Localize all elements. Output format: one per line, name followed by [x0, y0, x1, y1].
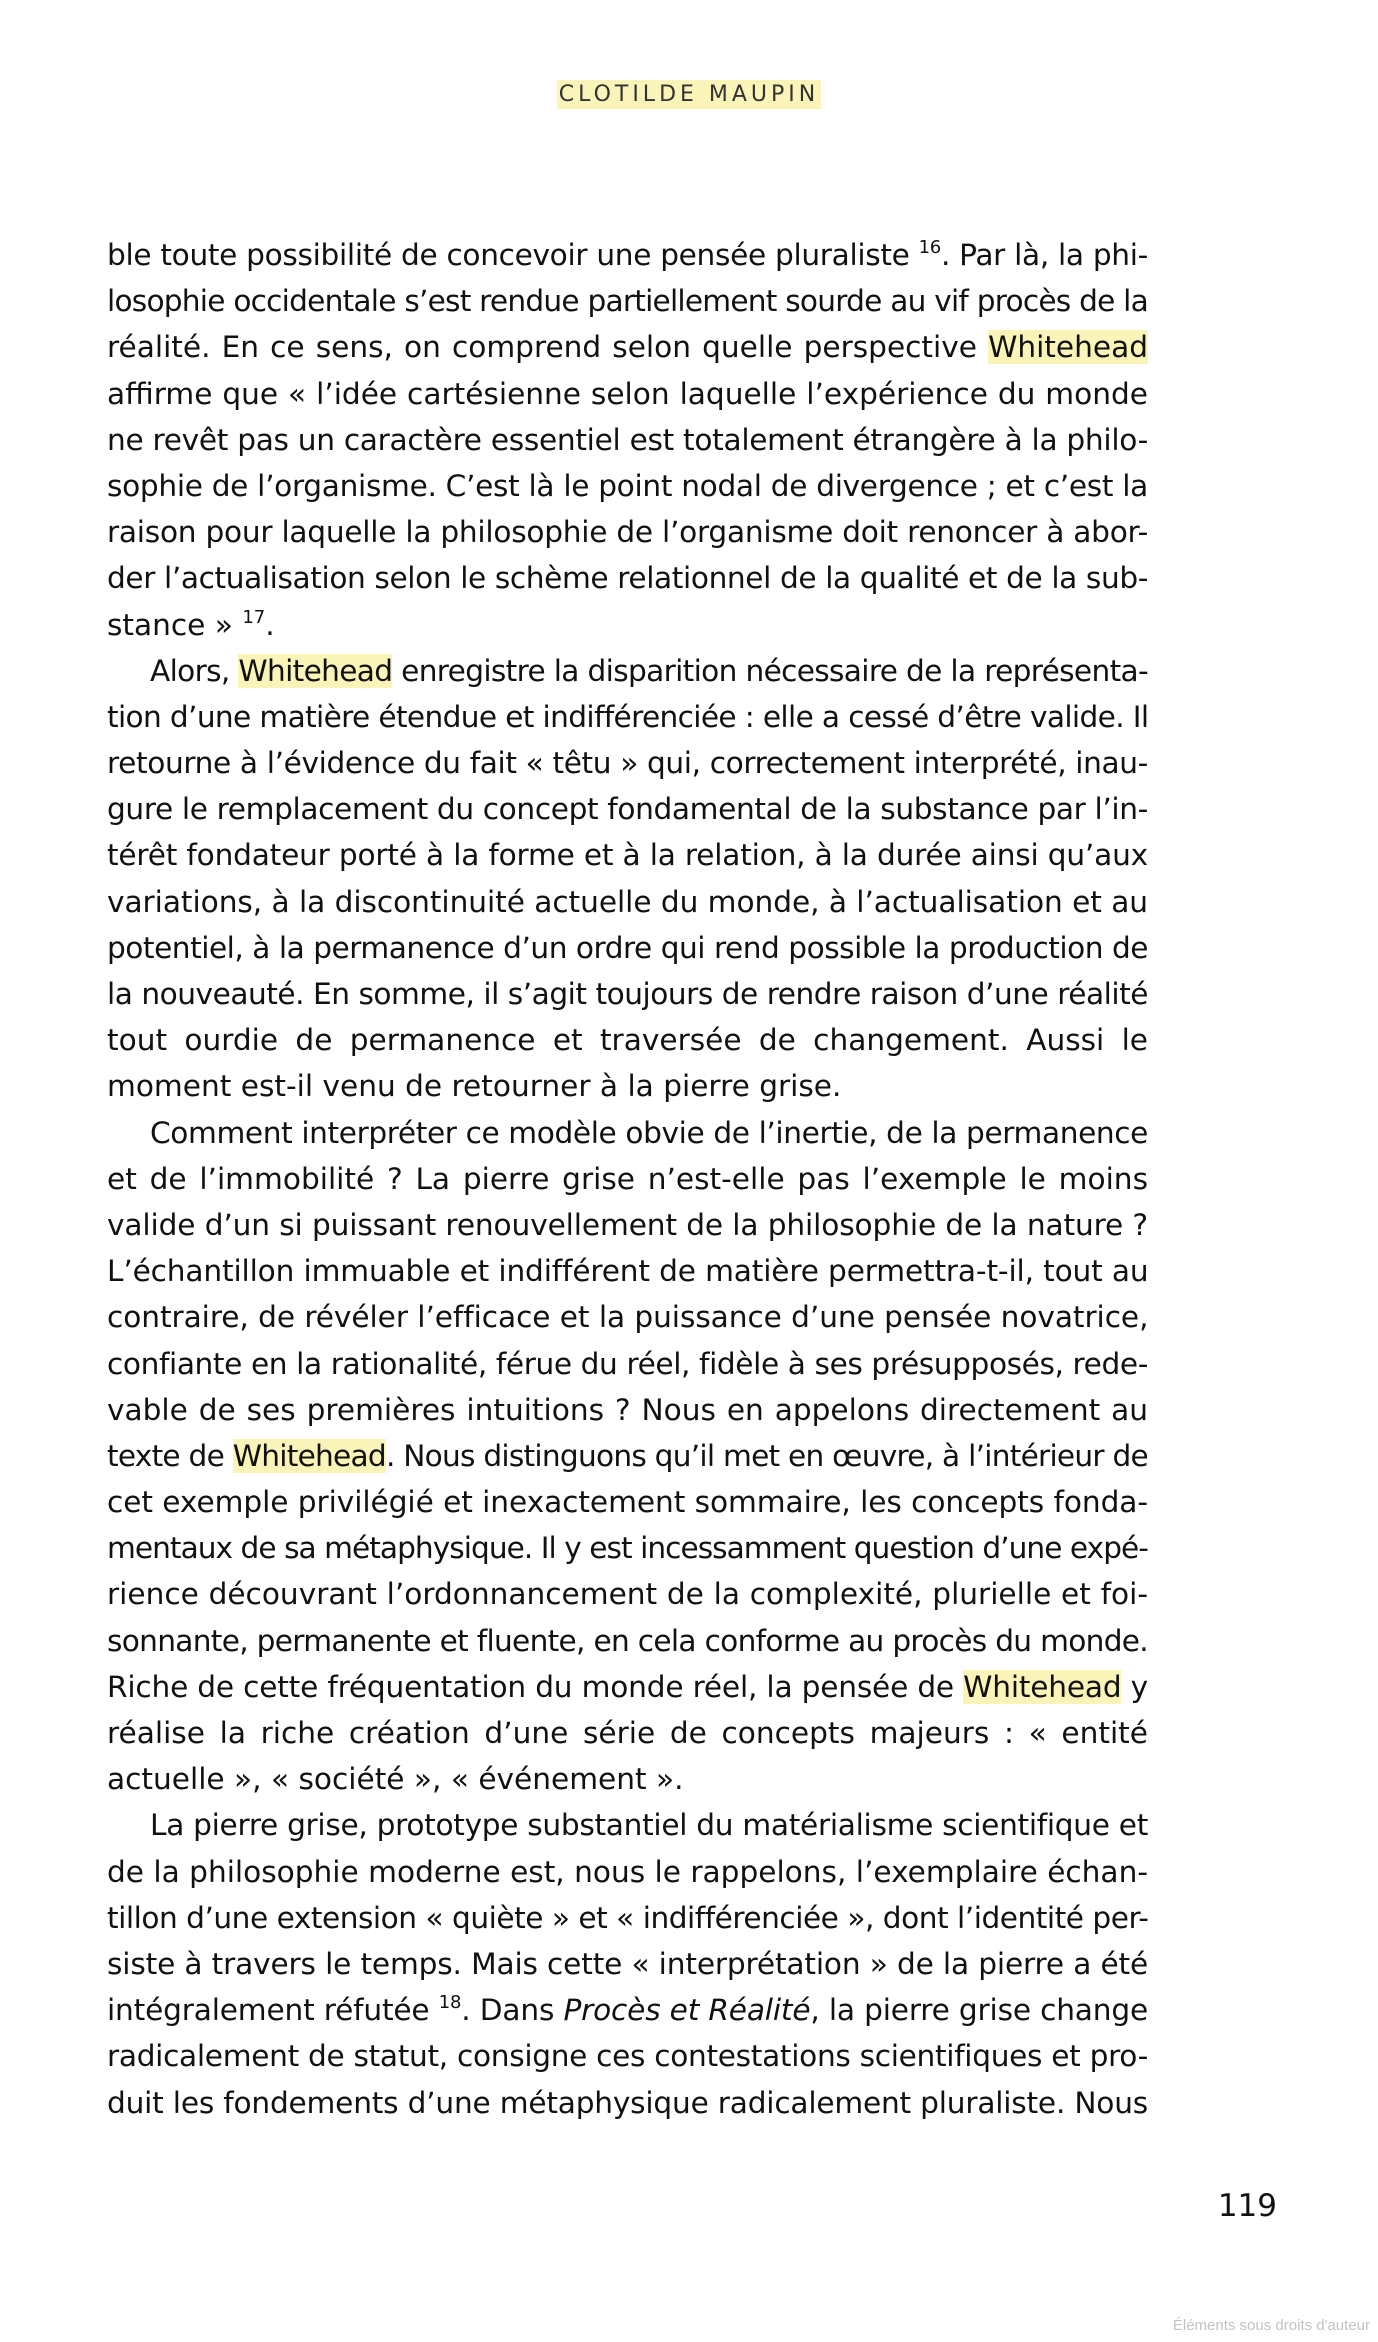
- text-line: réalité. En ce sens, on comprend selon quelle perspective Whitehead: [107, 330, 1148, 365]
- text-line: retourne à l’évidence du fait « têtu » qui, correctement interprété, inau-: [107, 746, 1148, 781]
- text-line: contraire, de révéler l’efficace et la puissance d’une pensée novatrice,: [107, 1300, 1149, 1335]
- paragraph: [107, 232, 1148, 648]
- text-line: tout ourdie de permanence et traversée de changement. Aussi le: [107, 1023, 1148, 1058]
- text-line: valide d’un si puissant renouvellement de la philosophie de la nature ?: [107, 1207, 1148, 1242]
- copyright-watermark: Éléments sous droits d'auteur: [1172, 2317, 1370, 2334]
- footnote-ref[interactable]: 16: [918, 237, 941, 258]
- footnote-ref[interactable]: 17: [242, 606, 266, 628]
- text-line: moment est-il venu de retourner à la pierre grise.: [107, 1069, 842, 1104]
- text-line: et de l’immobilité ? La pierre grise n’est-elle pas l’exemple le moins: [107, 1161, 1148, 1196]
- text-line: Comment interpréter ce modèle obvie de l’inertie, de la permanence: [150, 1115, 1148, 1150]
- text-line: raison pour laquelle la philosophie de l’organisme doit renoncer à abor-: [107, 515, 1149, 550]
- text-line: variations, à la discontinuité actuelle du monde, à l’actualisation et au: [107, 884, 1148, 919]
- footnote-ref[interactable]: 18: [438, 1992, 462, 2014]
- text-line: Riche de cette fréquentation du monde réel, la pensée de Whitehead y: [107, 1669, 1148, 1704]
- book-title: Procès et Réalité: [563, 1993, 811, 2028]
- paragraph: [107, 1110, 1148, 1803]
- highlighted-term: Whitehead: [963, 1669, 1122, 1704]
- text-line: Alors, Whitehead enregistre la disparition nécessaire de la représenta-: [150, 653, 1149, 688]
- text-line: ne revêt pas un caractère essentiel est totalement étrangère à la philo-: [107, 422, 1148, 457]
- text-line: confiante en la rationalité, férue du réel, fidèle à ses présupposés, rede-: [107, 1346, 1148, 1381]
- text-line: tion d’une matière étendue et indifférenciée : elle a cessé d’être valide. Il: [107, 699, 1149, 734]
- text-line: La pierre grise, prototype substantiel du matérialisme scientifique et: [150, 1808, 1149, 1843]
- text-line: duit les fondements d’une métaphysique radicalement pluraliste. Nous: [107, 2085, 1148, 2120]
- running-header: [0, 82, 1378, 107]
- text-line: gure le remplacement du concept fondamental de la substance par l’in-: [107, 792, 1148, 827]
- body-text: [107, 232, 1148, 2126]
- text-line: la nouveauté. En somme, il s’agit toujours de rendre raison d’une réalité: [107, 977, 1148, 1011]
- text-line: der l’actualisation selon le schème relationnel de la qualité et de la sub-: [107, 561, 1149, 596]
- text-line: cet exemple privilégié et inexactement sommaire, les concepts fonda-: [107, 1485, 1148, 1520]
- text-line: affirme que « l’idée cartésienne selon laquelle l’expérience du monde: [107, 376, 1148, 411]
- text-line: L’échantillon immuable et indifférent de matière permettra-t-il, tout au: [107, 1254, 1149, 1289]
- running-title: CLOTILDE MAUPIN: [558, 82, 820, 107]
- text-line: siste à travers le temps. Mais cette « interprétation » de la pierre a été: [107, 1946, 1149, 1981]
- paragraph: [107, 1802, 1148, 2125]
- text-line: texte de Whitehead. Nous distinguons qu’il met en œuvre, à l’intérieur de: [107, 1438, 1148, 1473]
- text-line: de la philosophie moderne est, nous le rappelons, l’exemplaire échan-: [107, 1854, 1149, 1889]
- highlighted-term: Whitehead: [232, 1438, 386, 1473]
- page-number: 119: [1217, 2188, 1277, 2224]
- text-line: vable de ses premières intuitions ? Nous en appelons directement au: [107, 1392, 1148, 1427]
- paragraph: [107, 648, 1148, 1110]
- text-line: radicalement de statut, consigne ces contestations scientifiques et pro-: [107, 2039, 1149, 2074]
- text-line: potentiel, à la permanence d’un ordre qui rend possible la production de: [107, 930, 1148, 965]
- text-line: réalise la riche création d’une série de concepts majeurs : « entité: [107, 1716, 1148, 1750]
- text-line: ble toute possibilité de concevoir une pensée pluraliste $^{16}$. Par là, la phi-: [107, 237, 1148, 272]
- highlighted-term: Whitehead: [238, 653, 393, 688]
- text-line: intégralement réfutée $^{18}$. Dans Procès et Réalité, la pierre grise change: [107, 1992, 1149, 2028]
- text-line: losophie occidentale s’est rendue partiellement sourde au vif procès de la: [107, 284, 1148, 319]
- text-line: rience découvrant l’ordonnancement de la complexité, plurielle et foi-: [107, 1577, 1148, 1612]
- text-line: stance » $^{17}$.: [107, 606, 275, 642]
- text-line: mentaux de sa métaphysique. Il y est incessamment question d’une expé-: [107, 1531, 1148, 1566]
- text-line: actuelle », « société », « événement ».: [107, 1762, 684, 1797]
- text-line: térêt fondateur porté à la forme et à la relation, à la durée ainsi qu’aux: [107, 838, 1148, 873]
- text-line: sonnante, permanente et fluente, en cela conforme au procès du monde.: [107, 1623, 1149, 1658]
- highlighted-term: Whitehead: [988, 330, 1148, 365]
- text-line: sophie de l’organisme. C’est là le point nodal de divergence ; et c’est la: [107, 468, 1148, 503]
- text-line: tillon d’une extension « quiète » et « indifférenciée », dont l’identité per-: [107, 1900, 1149, 1935]
